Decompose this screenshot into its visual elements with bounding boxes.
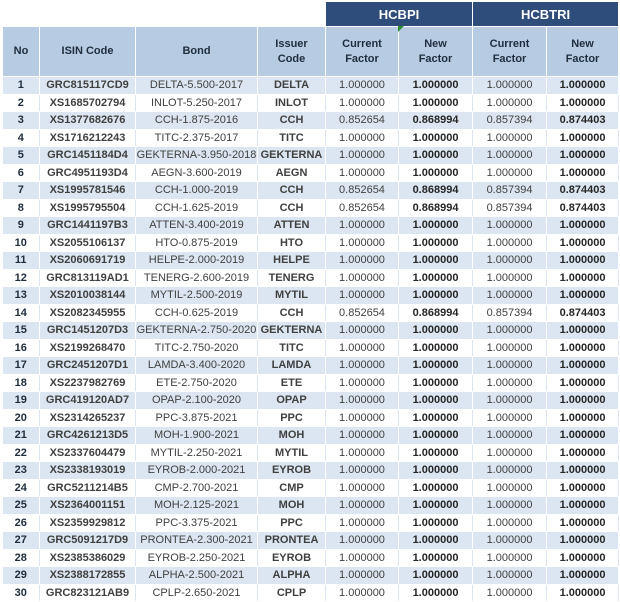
issuer-code: CCH — [258, 182, 326, 200]
hcbpi-current-factor: 1.000000 — [326, 339, 399, 357]
table-row — [3, 94, 619, 112]
hcbtri-new-factor: 1.000000 — [547, 217, 619, 235]
table-row — [3, 217, 619, 235]
hcbtri-new-factor: 1.000000 — [547, 567, 619, 585]
bond-name: HELPE-2.000-2019 — [136, 252, 258, 270]
issuer-code: OPAP — [258, 392, 326, 410]
table-row — [3, 532, 619, 550]
isin-code: GRC1451207D3 — [40, 322, 136, 340]
hcbtri-new-factor: 1.000000 — [547, 549, 619, 567]
bond-name: PRONTEA-2.300-2021 — [136, 532, 258, 550]
hcbtri-current-factor: 1.000000 — [473, 479, 547, 497]
bond-name: OPAP-2.100-2020 — [136, 392, 258, 410]
hcbtri-new-factor: 1.000000 — [547, 374, 619, 392]
hcbpi-current-factor: 1.000000 — [326, 444, 399, 462]
row-number: 21 — [3, 427, 40, 445]
issuer-code: CMP — [258, 479, 326, 497]
isin-code: GRC1441197B3 — [40, 217, 136, 235]
hcbtri-current-factor: 1.000000 — [473, 567, 547, 585]
bond-name: CCH-0.625-2019 — [136, 304, 258, 322]
isin-code: XS1716212243 — [40, 129, 136, 147]
row-number: 28 — [3, 549, 40, 567]
isin-code: GRC5091217D9 — [40, 532, 136, 550]
bond-name: CCH-1.000-2019 — [136, 182, 258, 200]
hcbpi-current-factor: 1.000000 — [326, 549, 399, 567]
table-row — [3, 392, 619, 410]
table-row — [3, 479, 619, 497]
hcbtri-current-factor: 1.000000 — [473, 392, 547, 410]
issuer-code: GEKTERNA — [258, 147, 326, 165]
bond-name: MYTIL-2.250-2021 — [136, 444, 258, 462]
table-row — [3, 357, 619, 375]
isin-code: XS2364001151 — [40, 497, 136, 515]
hcbpi-current-factor: 1.000000 — [326, 77, 399, 95]
row-number: 6 — [3, 164, 40, 182]
isin-code: XS2055106137 — [40, 234, 136, 252]
hcbpi-new-factor: 0.868994 — [399, 304, 473, 322]
group-header-row — [3, 2, 619, 27]
hcbpi-new-factor: 1.000000 — [399, 532, 473, 550]
row-number: 12 — [3, 269, 40, 287]
hcbtri-current-factor: 1.000000 — [473, 444, 547, 462]
hcbtri-new-factor: 0.874403 — [547, 199, 619, 217]
hcbtri-current-factor: 0.857394 — [473, 304, 547, 322]
hcbtri-current-factor: 1.000000 — [473, 77, 547, 95]
row-number: 3 — [3, 112, 40, 130]
hcbpi-current-factor: 1.000000 — [326, 129, 399, 147]
issuer-code: EYROB — [258, 549, 326, 567]
hcbpi-current-factor: 1.000000 — [326, 234, 399, 252]
hcbtri-new-factor: 1.000000 — [547, 129, 619, 147]
hcbpi-current-factor: 1.000000 — [326, 392, 399, 410]
table-row — [3, 427, 619, 445]
hcbtri-new-factor: 1.000000 — [547, 234, 619, 252]
issuer-code: TITC — [258, 129, 326, 147]
table-row — [3, 112, 619, 130]
comment-indicator-icon — [398, 26, 404, 32]
hcbpi-current-factor: 1.000000 — [326, 287, 399, 305]
hcbpi-current-factor: 1.000000 — [326, 357, 399, 375]
row-number: 15 — [3, 322, 40, 340]
header-current2-line1: Current — [489, 37, 530, 50]
isin-code: XS2337604479 — [40, 444, 136, 462]
isin-code: GRC1451184D4 — [40, 147, 136, 165]
hcbpi-new-factor: 1.000000 — [399, 479, 473, 497]
table-row — [3, 409, 619, 427]
hcbpi-new-factor: 1.000000 — [399, 217, 473, 235]
hcbtri-current-factor: 1.000000 — [473, 252, 547, 270]
issuer-code: PPC — [258, 409, 326, 427]
row-number: 4 — [3, 129, 40, 147]
table-row — [3, 514, 619, 532]
group-header-hcbpi: HCBPI — [326, 2, 473, 27]
hcbpi-current-factor: 1.000000 — [326, 479, 399, 497]
bond-name: LAMDA-3.400-2020 — [136, 357, 258, 375]
table-row — [3, 549, 619, 567]
isin-code: XS1685702794 — [40, 94, 136, 112]
hcbpi-current-factor: 1.000000 — [326, 269, 399, 287]
hcbpi-current-factor: 0.852654 — [326, 199, 399, 217]
issuer-code: TITC — [258, 339, 326, 357]
row-number: 20 — [3, 409, 40, 427]
isin-code: GRC813119AD1 — [40, 269, 136, 287]
isin-code: GRC4951193D4 — [40, 164, 136, 182]
hcbtri-new-factor: 1.000000 — [547, 357, 619, 375]
issuer-code: INLOT — [258, 94, 326, 112]
isin-code: XS2199268470 — [40, 339, 136, 357]
hcbpi-new-factor: 1.000000 — [399, 94, 473, 112]
isin-code: XS2237982769 — [40, 374, 136, 392]
hcbpi-new-factor: 1.000000 — [399, 409, 473, 427]
hcbtri-new-factor: 1.000000 — [547, 444, 619, 462]
row-number: 24 — [3, 479, 40, 497]
row-number: 26 — [3, 514, 40, 532]
issuer-code: CCH — [258, 199, 326, 217]
bond-name: PPC-3.375-2021 — [136, 514, 258, 532]
bond-name: ALPHA-2.500-2021 — [136, 567, 258, 585]
hcbpi-current-factor: 1.000000 — [326, 374, 399, 392]
row-number: 17 — [3, 357, 40, 375]
header-new-line2: Factor — [418, 52, 453, 65]
hcbtri-current-factor: 0.857394 — [473, 199, 547, 217]
hcbpi-new-factor: 1.000000 — [399, 129, 473, 147]
hcbtri-new-factor: 1.000000 — [547, 147, 619, 165]
hcbtri-new-factor: 1.000000 — [547, 427, 619, 445]
table-row — [3, 339, 619, 357]
hcbpi-current-factor: 1.000000 — [326, 217, 399, 235]
bond-name: PPC-3.875-2021 — [136, 409, 258, 427]
issuer-code: ATTEN — [258, 217, 326, 235]
hcbtri-new-factor: 0.874403 — [547, 182, 619, 200]
bond-name: MYTIL-2.500-2019 — [136, 287, 258, 305]
hcbtri-new-factor: 1.000000 — [547, 479, 619, 497]
row-number: 9 — [3, 217, 40, 235]
bond-name: GEKTERNA-3.950-2018 — [136, 147, 258, 165]
hcbtri-new-factor: 1.000000 — [547, 94, 619, 112]
table-row — [3, 304, 619, 322]
issuer-code: CPLP — [258, 584, 326, 602]
hcbpi-current-factor: 1.000000 — [326, 532, 399, 550]
bond-name: INLOT-5.250-2017 — [136, 94, 258, 112]
header-current2-line2: Factor — [492, 52, 527, 65]
hcbpi-current-factor: 0.852654 — [326, 182, 399, 200]
bond-name: ETE-2.750-2020 — [136, 374, 258, 392]
hcbpi-new-factor: 1.000000 — [399, 252, 473, 270]
hcbpi-new-factor: 1.000000 — [399, 147, 473, 165]
hcbtri-new-factor: 1.000000 — [547, 532, 619, 550]
row-number: 18 — [3, 374, 40, 392]
hcbtri-current-factor: 1.000000 — [473, 532, 547, 550]
hcbpi-new-factor: 1.000000 — [399, 164, 473, 182]
table-row — [3, 252, 619, 270]
row-number: 8 — [3, 199, 40, 217]
hcbtri-current-factor: 1.000000 — [473, 269, 547, 287]
bond-name: HTO-0.875-2019 — [136, 234, 258, 252]
hcbpi-new-factor: 1.000000 — [399, 357, 473, 375]
hcbpi-new-factor: 1.000000 — [399, 374, 473, 392]
issuer-code: CCH — [258, 112, 326, 130]
hcbtri-current-factor: 0.857394 — [473, 112, 547, 130]
bond-name: ATTEN-3.400-2019 — [136, 217, 258, 235]
issuer-code: ALPHA — [258, 567, 326, 585]
hcbtri-new-factor: 1.000000 — [547, 514, 619, 532]
issuer-code: PRONTEA — [258, 532, 326, 550]
header-new-line1: New — [424, 37, 447, 50]
table-row — [3, 497, 619, 515]
bond-name: MOH-2.125-2021 — [136, 497, 258, 515]
hcbtri-new-factor: 1.000000 — [547, 322, 619, 340]
hcbtri-current-factor: 1.000000 — [473, 514, 547, 532]
hcbtri-current-factor: 1.000000 — [473, 374, 547, 392]
row-number: 23 — [3, 462, 40, 480]
header-current-line2: Factor — [345, 52, 379, 65]
issuer-code: ETE — [258, 374, 326, 392]
issuer-code: AEGN — [258, 164, 326, 182]
hcbpi-new-factor: 1.000000 — [399, 514, 473, 532]
isin-code: GRC4261213D5 — [40, 427, 136, 445]
isin-code: XS2359929812 — [40, 514, 136, 532]
row-number: 25 — [3, 497, 40, 515]
issuer-code: LAMDA — [258, 357, 326, 375]
header-bond: Bond — [136, 27, 258, 77]
header-hcbtri-current-factor — [473, 27, 547, 77]
hcbpi-current-factor: 0.852654 — [326, 304, 399, 322]
issuer-code: TENERG — [258, 269, 326, 287]
table-row — [3, 322, 619, 340]
hcbpi-current-factor: 0.852654 — [326, 112, 399, 130]
isin-code: XS2388172855 — [40, 567, 136, 585]
hcbpi-new-factor: 0.868994 — [399, 199, 473, 217]
hcbpi-current-factor: 1.000000 — [326, 409, 399, 427]
row-number: 5 — [3, 147, 40, 165]
hcbpi-new-factor: 1.000000 — [399, 444, 473, 462]
isin-code: GRC419120AD7 — [40, 392, 136, 410]
isin-code: XS2314265237 — [40, 409, 136, 427]
bond-name: CMP-2.700-2021 — [136, 479, 258, 497]
issuer-code: HTO — [258, 234, 326, 252]
bond-name: MOH-1.900-2021 — [136, 427, 258, 445]
hcbpi-new-factor: 1.000000 — [399, 549, 473, 567]
hcbpi-current-factor: 1.000000 — [326, 164, 399, 182]
isin-code: XS1995795504 — [40, 199, 136, 217]
hcbtri-new-factor: 1.000000 — [547, 164, 619, 182]
row-number: 30 — [3, 584, 40, 602]
hcbtri-current-factor: 0.857394 — [473, 182, 547, 200]
hcbtri-current-factor: 1.000000 — [473, 427, 547, 445]
hcbtri-current-factor: 1.000000 — [473, 164, 547, 182]
hcbtri-new-factor: 0.874403 — [547, 304, 619, 322]
bond-name: EYROB-2.250-2021 — [136, 549, 258, 567]
header-hcbtri-new-factor — [547, 27, 619, 77]
hcbtri-current-factor: 1.000000 — [473, 549, 547, 567]
header-issuer-line2: Code — [277, 52, 306, 65]
hcbtri-new-factor: 1.000000 — [547, 287, 619, 305]
issuer-code: CCH — [258, 304, 326, 322]
row-number: 10 — [3, 234, 40, 252]
isin-code: XS2010038144 — [40, 287, 136, 305]
hcbtri-current-factor: 1.000000 — [473, 339, 547, 357]
issuer-code: MYTIL — [258, 287, 326, 305]
bond-name: CCH-1.875-2016 — [136, 112, 258, 130]
issuer-code: PPC — [258, 514, 326, 532]
hcbtri-current-factor: 1.000000 — [473, 94, 547, 112]
hcbtri-current-factor: 1.000000 — [473, 217, 547, 235]
hcbpi-new-factor: 1.000000 — [399, 497, 473, 515]
issuer-code: GEKTERNA — [258, 322, 326, 340]
hcbpi-current-factor: 1.000000 — [326, 584, 399, 602]
table-row — [3, 147, 619, 165]
hcbtri-current-factor: 1.000000 — [473, 357, 547, 375]
bond-name: DELTA-5.500-2017 — [136, 77, 258, 95]
hcbtri-current-factor: 1.000000 — [473, 129, 547, 147]
group-header-hcbtri: HCBTRI — [473, 2, 619, 27]
isin-code: XS2060691719 — [40, 252, 136, 270]
hcbpi-new-factor: 1.000000 — [399, 462, 473, 480]
hcbpi-new-factor: 1.000000 — [399, 427, 473, 445]
table-row — [3, 584, 619, 602]
isin-code: XS2338193019 — [40, 462, 136, 480]
hcbtri-new-factor: 1.000000 — [547, 584, 619, 602]
issuer-code: MOH — [258, 497, 326, 515]
hcbtri-current-factor: 1.000000 — [473, 584, 547, 602]
hcbtri-current-factor: 1.000000 — [473, 322, 547, 340]
hcbpi-new-factor: 1.000000 — [399, 584, 473, 602]
isin-code: GRC2451207D1 — [40, 357, 136, 375]
table-row — [3, 164, 619, 182]
table-row — [3, 374, 619, 392]
hcbtri-new-factor: 1.000000 — [547, 409, 619, 427]
table-row — [3, 444, 619, 462]
table-row — [3, 567, 619, 585]
hcbtri-new-factor: 1.000000 — [547, 392, 619, 410]
isin-code: XS2082345955 — [40, 304, 136, 322]
hcbpi-new-factor: 1.000000 — [399, 339, 473, 357]
issuer-code: MOH — [258, 427, 326, 445]
hcbtri-current-factor: 1.000000 — [473, 409, 547, 427]
hcbtri-new-factor: 1.000000 — [547, 462, 619, 480]
hcbpi-new-factor: 1.000000 — [399, 269, 473, 287]
hcbpi-current-factor: 1.000000 — [326, 497, 399, 515]
isin-code: XS1377682676 — [40, 112, 136, 130]
isin-code: GRC815117CD9 — [40, 77, 136, 95]
hcbtri-current-factor: 1.000000 — [473, 497, 547, 515]
hcbpi-new-factor: 1.000000 — [399, 77, 473, 95]
hcbtri-new-factor: 1.000000 — [547, 252, 619, 270]
hcbpi-current-factor: 1.000000 — [326, 514, 399, 532]
header-new2-line1: New — [571, 37, 594, 50]
row-number: 1 — [3, 77, 40, 95]
hcbpi-new-factor: 0.868994 — [399, 112, 473, 130]
bond-name: TITC-2.750-2020 — [136, 339, 258, 357]
isin-code: GRC5211214B5 — [40, 479, 136, 497]
row-number: 7 — [3, 182, 40, 200]
hcbpi-new-factor: 1.000000 — [399, 287, 473, 305]
bond-name: CPLP-2.650-2021 — [136, 584, 258, 602]
hcbtri-current-factor: 1.000000 — [473, 462, 547, 480]
header-new2-line2: Factor — [565, 52, 600, 65]
table-row — [3, 129, 619, 147]
row-number: 29 — [3, 567, 40, 585]
hcbpi-current-factor: 1.000000 — [326, 147, 399, 165]
header-hcbpi-new-factor — [399, 27, 473, 77]
table-row — [3, 77, 619, 95]
header-issuer-line1: Issuer — [275, 37, 308, 50]
row-number: 14 — [3, 304, 40, 322]
hcbtri-new-factor: 1.000000 — [547, 269, 619, 287]
hcbtri-new-factor: 1.000000 — [547, 77, 619, 95]
row-number: 13 — [3, 287, 40, 305]
hcbpi-current-factor: 1.000000 — [326, 94, 399, 112]
table-row — [3, 462, 619, 480]
bond-factor-table — [2, 1, 619, 602]
hcbpi-new-factor: 0.868994 — [399, 182, 473, 200]
row-number: 11 — [3, 252, 40, 270]
issuer-code: DELTA — [258, 77, 326, 95]
hcbtri-new-factor: 1.000000 — [547, 339, 619, 357]
hcbpi-new-factor: 1.000000 — [399, 234, 473, 252]
hcbpi-current-factor: 1.000000 — [326, 462, 399, 480]
row-number: 16 — [3, 339, 40, 357]
column-header-row — [3, 27, 619, 77]
table-row — [3, 269, 619, 287]
table-body — [3, 77, 619, 602]
isin-code: XS2385386029 — [40, 549, 136, 567]
hcbpi-new-factor: 1.000000 — [399, 392, 473, 410]
bond-name: AEGN-3.600-2019 — [136, 164, 258, 182]
bond-name: EYROB-2.000-2021 — [136, 462, 258, 480]
bond-name: CCH-1.625-2019 — [136, 199, 258, 217]
header-hcbpi-current-factor — [326, 27, 399, 77]
hcbtri-current-factor: 1.000000 — [473, 287, 547, 305]
row-number: 2 — [3, 94, 40, 112]
issuer-code: MYTIL — [258, 444, 326, 462]
hcbpi-current-factor: 1.000000 — [326, 427, 399, 445]
issuer-code: HELPE — [258, 252, 326, 270]
hcbtri-current-factor: 1.000000 — [473, 147, 547, 165]
hcbpi-new-factor: 1.000000 — [399, 322, 473, 340]
issuer-code: EYROB — [258, 462, 326, 480]
header-no: No — [3, 27, 40, 77]
hcbpi-new-factor: 1.000000 — [399, 567, 473, 585]
table-row — [3, 182, 619, 200]
hcbpi-current-factor: 1.000000 — [326, 252, 399, 270]
isin-code: XS1995781546 — [40, 182, 136, 200]
hcbtri-new-factor: 0.874403 — [547, 112, 619, 130]
hcbpi-current-factor: 1.000000 — [326, 567, 399, 585]
group-header-spacer — [3, 2, 326, 27]
header-isin-code: ISIN Code — [40, 27, 136, 77]
row-number: 27 — [3, 532, 40, 550]
header-current-line1: Current — [342, 37, 382, 50]
hcbtri-current-factor: 1.000000 — [473, 234, 547, 252]
row-number: 22 — [3, 444, 40, 462]
table-row — [3, 287, 619, 305]
isin-code: GRC823121AB9 — [40, 584, 136, 602]
bond-name: TITC-2.375-2017 — [136, 129, 258, 147]
hcbtri-new-factor: 1.000000 — [547, 497, 619, 515]
table-row — [3, 234, 619, 252]
table-row — [3, 199, 619, 217]
bond-name: GEKTERNA-2.750-2020 — [136, 322, 258, 340]
hcbpi-current-factor: 1.000000 — [326, 322, 399, 340]
bond-name: TENERG-2.600-2019 — [136, 269, 258, 287]
header-issuer-code — [258, 27, 326, 77]
row-number: 19 — [3, 392, 40, 410]
